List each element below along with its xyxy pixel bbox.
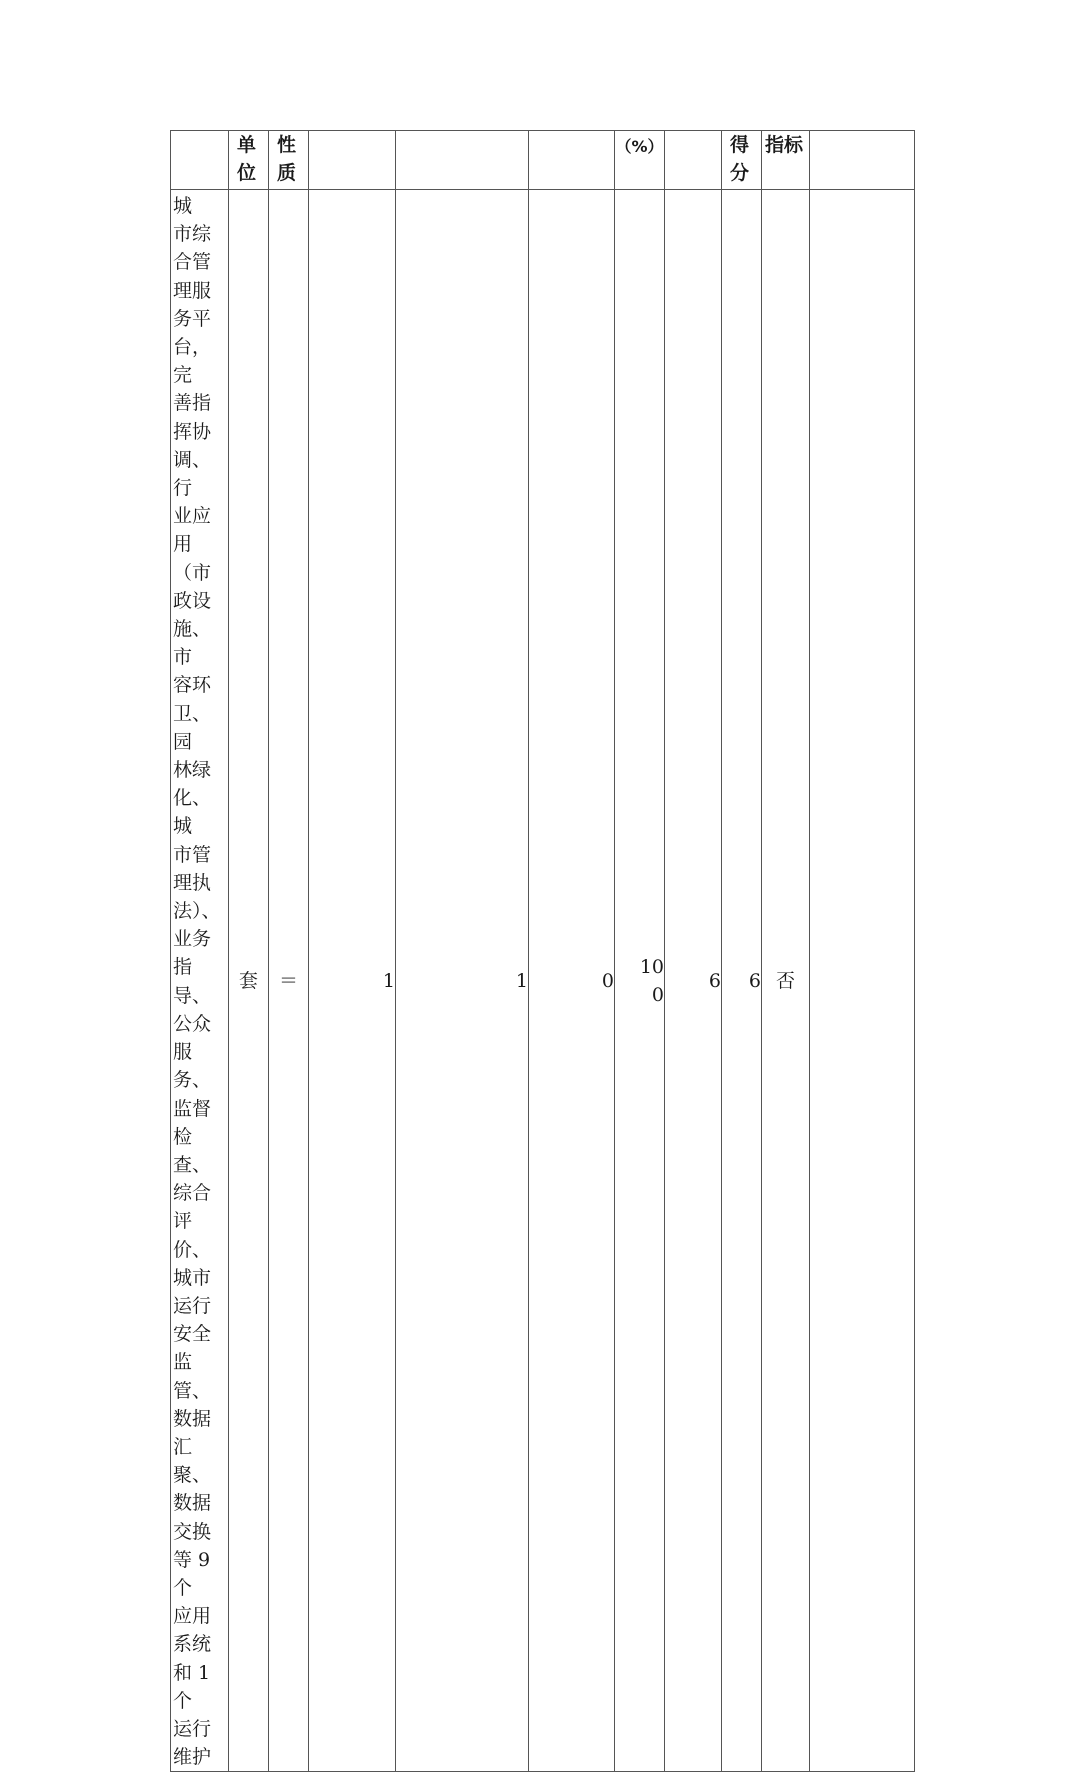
indicator-cell: 否 [762, 190, 810, 1772]
header-cell-blank [309, 131, 396, 190]
table-header-row [171, 131, 915, 190]
value-b-cell: 1 [396, 190, 529, 1772]
header-unit: 单 位 [229, 131, 269, 190]
percent-cell: 10 0 [615, 190, 665, 1772]
header-cell-blank [529, 131, 615, 190]
table-row [171, 190, 915, 1772]
unit-cell: 套 [229, 190, 269, 1772]
performance-indicator-table [170, 130, 915, 1772]
header-score: 得 分 [722, 131, 762, 190]
description-cell: 城 市综 合管 理服 务平 台，完 善指 挥协 调、行 业应 用（市 政设 施、市 容环 卫、园 林绿 化、城 市管 理执 法）、 业务 指导、 公众 服务、 监督 检查、 综合 评价、 城市 运行 安全 监管、 数据 汇聚、 数据 交换 等 9 个 应用 系统 和 1 个 运行 维护 [171, 190, 229, 1772]
header-cell-blank [665, 131, 722, 190]
score-cell: 6 [722, 190, 762, 1772]
header-cell-blank [810, 131, 915, 190]
header-indicator: 指标 [762, 131, 810, 190]
header-cell-blank [396, 131, 529, 190]
header-percent: （%） [615, 131, 665, 190]
value-a-cell: 1 [309, 190, 396, 1772]
nature-cell: ＝ [269, 190, 309, 1772]
weight-cell: 6 [665, 190, 722, 1772]
header-nature: 性 质 [269, 131, 309, 190]
header-cell-blank [171, 131, 229, 190]
value-c-cell: 0 [529, 190, 615, 1772]
remark-cell [810, 190, 915, 1772]
